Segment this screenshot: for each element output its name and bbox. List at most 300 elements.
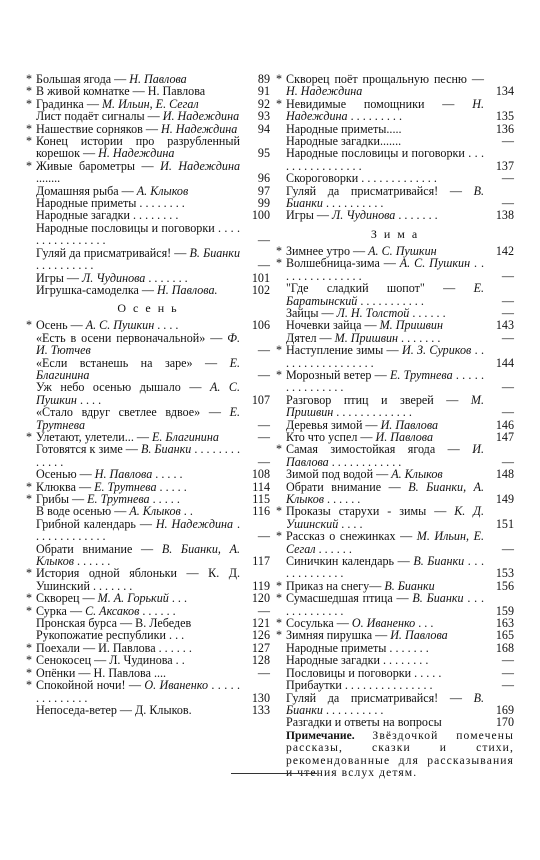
entry-title: «Стало вдруг светлее вдвое» —: [36, 405, 230, 420]
entry-author: Е. Трутнева: [94, 479, 157, 494]
toc-right-entries: [276, 73, 514, 729]
page-number: —: [501, 330, 514, 345]
toc-entry: [26, 160, 270, 185]
entry-author: М. А. Горький: [97, 591, 169, 606]
toc-entry: [276, 716, 514, 728]
entry-author: Н. Павлова: [129, 72, 187, 86]
entry-leader: . . . . . . . . . . . . . . .: [286, 256, 485, 283]
entry-title: Обрати внимание —: [36, 541, 162, 556]
entry-leader: . . . . . . . . . . . . .: [333, 405, 412, 420]
entry-title: Домашняя рыба —: [36, 183, 137, 198]
page-number: 143: [495, 318, 514, 333]
footnote-label: Примечание.: [286, 728, 355, 742]
entry-text: [276, 394, 484, 419]
entry-author: А. Клыков: [129, 504, 181, 519]
page-number: 170: [495, 715, 514, 730]
entry-author: А. С. Пушкин: [85, 318, 155, 333]
entry-text: [276, 209, 484, 221]
entry-author: М. Пришвин: [379, 318, 443, 333]
entry-author: М. Пришвин: [334, 330, 399, 345]
entry-author: Л. Н. Толстой: [336, 305, 410, 320]
page-number: —: [501, 678, 514, 693]
star-marker: *: [276, 442, 283, 457]
entry-author: Е. Благинина: [152, 429, 219, 444]
entry-title: Грибной календарь —: [36, 516, 156, 531]
entry-text: [26, 247, 240, 272]
entry-title: Спокойной ночи! —: [36, 678, 145, 693]
page-number: 96: [257, 171, 270, 186]
page-number: 126: [251, 628, 270, 643]
star-marker: *: [276, 72, 283, 86]
page-number: 144: [495, 355, 514, 370]
entry-leader: . . .: [168, 591, 187, 606]
star-marker: *: [276, 529, 283, 544]
entry-author: Е. Баратынский: [286, 281, 484, 308]
toc-entry: [26, 332, 270, 357]
page-number: 149: [495, 492, 514, 506]
entry-author: В. Бианки: [384, 578, 435, 593]
page-number: 147: [495, 429, 514, 444]
entry-title: Нашествие сорняков —: [36, 121, 161, 136]
toc-entry: [276, 73, 514, 98]
star-marker: *: [26, 72, 33, 86]
entry-author: М. Ильин, Е. Сегал: [101, 96, 199, 111]
entry-title: Осенью —: [36, 467, 95, 482]
entry-text: [276, 592, 484, 617]
entry-title: Рукопожатие республики . . .: [36, 628, 185, 643]
page-number: —: [257, 367, 270, 382]
entry-author: И. Надеждина: [162, 109, 240, 124]
entry-title: Непоседа-ветер — Д. Клыков.: [36, 702, 192, 717]
entry-title: В живой комнатке — Н. Павлова: [36, 84, 206, 99]
entry-title: Игры —: [36, 270, 83, 285]
entry-title: Скороговорки . . . . . . . . . . . . .: [286, 171, 437, 186]
entry-leader: . . . .: [154, 318, 179, 333]
entry-author: Е. Благинина: [36, 355, 240, 382]
page-number: —: [257, 454, 270, 469]
entry-author: И. З. Суриков: [401, 343, 472, 358]
entry-author: О. Иваненко: [144, 678, 209, 693]
entry-text: [26, 160, 240, 185]
star-marker: *: [26, 492, 33, 506]
toc-entry: [26, 543, 270, 568]
page-number: 121: [251, 616, 270, 631]
page-number: 117: [252, 554, 270, 569]
star-marker: *: [26, 479, 33, 494]
page-number: —: [257, 233, 270, 248]
entry-title: Деревья зимой —: [286, 417, 381, 432]
entry-title: Гуляй да присматривайся! —: [36, 245, 190, 260]
entry-leader: . . . . . .: [324, 492, 361, 506]
page-number: 91: [257, 84, 270, 99]
entry-title: Народные приметы.....: [286, 121, 402, 136]
entry-author: Л. Чудинова: [332, 208, 396, 223]
page-number: 169: [495, 702, 514, 717]
entry-leader: . . . . . .: [74, 554, 111, 569]
entry-title: Градинка —: [36, 96, 102, 111]
page-number: 138: [495, 208, 514, 223]
entry-title: Улетают, улетели... —: [36, 429, 152, 444]
entry-author: О. Иваненко: [351, 616, 416, 631]
entry-text: [26, 543, 240, 568]
entry-leader: . . . . . . . . . . .: [357, 293, 424, 308]
entry-title: История одной яблоньки — К. Д. Ушинский . . . . . . .: [36, 566, 240, 593]
page-number: 137: [495, 158, 514, 173]
entry-leader: . . . . . . . . . . . . . .: [36, 678, 241, 705]
entry-author: А. С. Пушкин: [399, 256, 471, 271]
page-number: 107: [251, 392, 270, 407]
entry-author: Н. Павлова.: [157, 282, 218, 297]
entry-author: Н. Надеждина: [286, 84, 363, 99]
star-marker: *: [276, 504, 283, 519]
entry-title: Морозный ветер —: [286, 367, 390, 382]
page-number: —: [501, 305, 514, 320]
entry-title: Зимой под водой —: [286, 467, 392, 482]
page-number: 165: [495, 628, 514, 643]
entry-text: [26, 679, 240, 704]
toc-entry: [276, 692, 514, 717]
entry-author: Н. Надеждина: [98, 146, 175, 161]
toc-right-column: [276, 73, 514, 779]
entry-title: Приказ на снегу—: [286, 578, 385, 593]
toc-entry: [26, 679, 270, 704]
toc-entry: [276, 369, 514, 394]
page-number: 120: [251, 591, 270, 606]
entry-title: Готовятся к зиме —: [36, 442, 141, 457]
entry-text: [276, 716, 484, 728]
entry-leader: . . . . . .: [315, 541, 352, 556]
entry-leader: . . . . .: [152, 467, 183, 482]
entry-title: Клюква —: [36, 479, 95, 494]
entry-author: И. Надеждина: [160, 158, 240, 173]
star-marker: *: [276, 343, 283, 358]
entry-leader: . . . . . . . . . . . . .: [286, 554, 485, 581]
toc-entry: [26, 222, 270, 247]
entry-title: Народные пословицы и поговорки . . . . . . . . . . . . . . . .: [36, 220, 240, 248]
entry-title: Грибы —: [36, 492, 88, 506]
entry-text: [276, 73, 484, 98]
entry-author: Н. Павлова: [94, 467, 153, 482]
entry-text: [276, 505, 484, 530]
entry-text: [276, 257, 484, 282]
entry-leader: . . . . . .: [139, 603, 176, 618]
page-number: —: [501, 134, 514, 149]
page-number: 102: [251, 282, 270, 297]
page-number: 119: [252, 578, 270, 593]
entry-author: В. Бианки: [286, 183, 484, 211]
entry-text: [276, 481, 484, 506]
entry-text: [26, 704, 240, 716]
page-number: 100: [251, 208, 270, 223]
page-number: 134: [495, 84, 514, 99]
entry-text: [26, 357, 240, 382]
toc-entry: [276, 443, 514, 468]
page-number: —: [257, 603, 270, 618]
entry-title: Народные пословицы и поговорки . . . . . . . . . . . . . . . .: [286, 146, 484, 173]
entry-author: А. С. Пушкин: [368, 243, 437, 258]
page-number: 148: [495, 467, 514, 482]
page-number: —: [501, 196, 514, 211]
entry-title: Наступление зимы —: [286, 343, 402, 358]
page-number: —: [257, 429, 270, 444]
star-marker: *: [26, 84, 33, 99]
entry-author: В. Бианки: [412, 591, 464, 606]
entry-title: Народные приметы . . . . . . .: [286, 640, 429, 655]
entry-author: И. Павлова: [375, 429, 434, 444]
page-number: —: [257, 258, 270, 273]
footnote: [276, 730, 514, 780]
star-marker: *: [276, 256, 283, 271]
star-marker: *: [26, 134, 33, 149]
entry-author: А. Клыков: [391, 467, 443, 482]
toc-entry: [26, 284, 270, 296]
entry-title: Скворец поёт прощальную песню —: [286, 72, 484, 86]
star-marker: *: [26, 429, 33, 444]
entry-text: [276, 555, 484, 580]
page-number: —: [257, 529, 270, 544]
page-number: —: [501, 405, 514, 420]
page-number: 115: [252, 492, 270, 506]
entry-leader: . . . . . . . . . . . . .: [286, 591, 485, 618]
page-number: —: [501, 653, 514, 668]
entry-author: Н. Надеждина: [155, 516, 234, 531]
page-number: —: [501, 171, 514, 186]
entry-title: Прибаутки . . . . . . . . . . . . . . .: [286, 678, 433, 693]
entry-leader: . . . . . . . . . .: [322, 196, 384, 211]
page-number: 130: [251, 690, 270, 705]
toc-entry: [26, 406, 270, 431]
entry-title: Уж небо осенью дышало —: [36, 380, 210, 395]
page-number: —: [257, 417, 270, 432]
page-number: 106: [251, 318, 270, 333]
entry-title: Скворец —: [36, 591, 98, 606]
toc-entry: [276, 98, 514, 123]
entry-title: Осень —: [36, 318, 86, 333]
entry-author: В. Бианки: [413, 554, 465, 569]
entry-title: «Если встанешь на заре» —: [36, 355, 230, 370]
entry-title: Разговор птиц и зверей —: [286, 392, 471, 407]
star-marker: *: [26, 603, 33, 618]
entry-title: Сосулька —: [286, 616, 352, 631]
entry-author: В. Бианки, А. Клыков: [36, 541, 240, 569]
entry-title: Пронская бурса — В. Лебедев: [36, 616, 192, 631]
entry-leader: . . . . . . . . . .: [36, 258, 94, 273]
entry-author: И. Павлова: [390, 628, 448, 643]
entry-leader: ........: [36, 171, 61, 186]
entry-title: Самая зимостойкая ягода —: [286, 442, 473, 457]
entry-text: [276, 147, 484, 172]
entry-author: К. Д. Ушинский: [286, 504, 484, 531]
star-marker: *: [26, 96, 33, 111]
entry-text: [26, 567, 240, 592]
toc-entry: [26, 443, 270, 468]
entry-leader: . . . . . . .: [398, 330, 441, 345]
page-number: 163: [495, 616, 514, 631]
page-number: —: [257, 343, 270, 358]
entry-author: Е. Трутнева: [389, 367, 453, 382]
entry-title: Игры —: [286, 208, 333, 223]
page-number: 99: [257, 196, 270, 211]
entry-author: М. Ильин, Е. Сегал: [286, 529, 484, 556]
entry-title: Живые барометры —: [36, 158, 161, 173]
entry-author: И. Павлова: [286, 442, 484, 469]
entry-title: Сенокосец — Л. Чудинова . .: [36, 653, 185, 668]
entry-title: Конец истории про разрубленный корешок —: [36, 134, 240, 161]
toc-left-column: [26, 73, 270, 716]
entry-title: Опёнки — Н. Павлова ....: [36, 665, 167, 680]
toc-entry: [276, 481, 514, 506]
page-number: —: [501, 541, 514, 556]
toc-entry: [276, 209, 514, 221]
entry-text: [26, 381, 240, 406]
toc-entry: [26, 357, 270, 382]
entry-title: Большая ягода —: [36, 72, 130, 86]
entry-author: В. Бианки: [189, 245, 240, 260]
entry-title: Зимнее утро —: [286, 243, 369, 258]
entry-text: [26, 518, 240, 543]
page-number: 114: [252, 479, 270, 494]
entry-leader: . . . .: [76, 392, 102, 407]
entry-text: [276, 282, 484, 307]
page-number: 95: [257, 146, 270, 161]
entry-leader: . . . . . . . . . . . . . . . . .: [286, 343, 484, 370]
star-marker: *: [26, 665, 33, 680]
entry-text: [26, 284, 240, 296]
entry-author: М. Пришвин: [286, 392, 484, 420]
star-marker: *: [26, 158, 33, 173]
entry-leader: . . . . . . . . . . . . .: [36, 442, 240, 469]
page-number: 146: [495, 417, 514, 432]
page-number: —: [501, 380, 514, 395]
entry-text: [26, 443, 240, 468]
entry-author: В. Бианки, А. Клыков: [286, 479, 484, 506]
entry-title: Зимняя пирушка —: [286, 628, 391, 643]
entry-title: Народные загадки . . . . . . . .: [286, 653, 429, 668]
entry-title: Проказы старухи - зимы —: [286, 504, 455, 519]
page-number: —: [257, 665, 270, 680]
star-marker: *: [276, 367, 283, 382]
toc-entry: [276, 592, 514, 617]
toc-entry: [276, 147, 514, 172]
page-number: 93: [257, 109, 270, 124]
page-number: 133: [251, 702, 270, 717]
entry-author: А. С. Пушкин: [36, 380, 240, 407]
star-marker: *: [26, 318, 33, 333]
footnote-text: Звёздочкой помечены рассказы, сказки и стихи, рекомендованные для рассказывания и чтения вслух детям.: [286, 728, 514, 779]
star-marker: *: [26, 566, 33, 581]
toc-entry: [276, 530, 514, 555]
entry-title: Невидимые помощники —: [286, 96, 473, 111]
page-number: 136: [495, 121, 514, 136]
entry-title: Разгадки и ответы на вопросы: [286, 715, 442, 730]
entry-title: Лист подаёт сигналы —: [36, 109, 163, 124]
page-number: 116: [252, 504, 270, 519]
star-marker: *: [26, 121, 33, 136]
entry-author: И. Павлова: [380, 417, 439, 432]
entry-title: Обрати внимание —: [286, 479, 409, 494]
entry-text: [276, 443, 484, 468]
page-number: 94: [257, 121, 270, 136]
entry-text: [276, 185, 484, 210]
entry-title: Игрушка-самоделка —: [36, 282, 158, 297]
star-marker: *: [276, 243, 283, 258]
entry-leader: . . . . .: [149, 492, 180, 506]
toc-entry: [26, 518, 270, 543]
page-number: 168: [495, 640, 514, 655]
page-number: 153: [495, 566, 514, 581]
star-marker: *: [26, 591, 33, 606]
entry-leader: . . . . . . .: [145, 270, 188, 285]
page-number: 142: [495, 243, 514, 258]
entry-leader: . . . .: [338, 516, 363, 531]
toc-entry: [276, 282, 514, 307]
entry-author: Ф. И. Тютчев: [36, 330, 240, 358]
page-number: —: [501, 293, 514, 308]
entry-author: Е. Трутнева: [36, 405, 240, 432]
entry-title: Народные приметы . . . . . . . .: [36, 196, 185, 211]
star-marker: *: [276, 616, 283, 631]
entry-title: «Есть в осени первоначальной» —: [36, 330, 228, 345]
entry-title: Народные загадки . . . . . . . .: [36, 208, 179, 223]
page-number: 135: [495, 109, 514, 124]
entry-title: Пословицы и поговорки . . . . .: [286, 665, 442, 680]
star-marker: *: [276, 96, 283, 111]
entry-text: [276, 692, 484, 717]
toc-entry: [26, 135, 270, 160]
star-marker: *: [276, 578, 283, 593]
entry-leader: . . . . . . . . . .: [322, 702, 384, 717]
entry-text: [26, 135, 240, 160]
entry-leader: . . . . . . . . . . . .: [328, 454, 402, 469]
toc-entry: [276, 555, 514, 580]
entry-text: [276, 369, 484, 394]
star-marker: *: [276, 591, 283, 606]
page-number: 101: [251, 270, 270, 285]
page-number: 151: [495, 516, 514, 531]
star-marker: *: [276, 628, 283, 643]
entry-author: С. Аксаков: [85, 603, 140, 618]
entry-text: [26, 332, 240, 357]
page-number: 89: [257, 72, 270, 86]
toc-entry: [276, 257, 514, 282]
entry-title: Рассказ о снежинках —: [286, 529, 417, 544]
entry-leader: . . . . .: [156, 479, 187, 494]
toc-entry: [276, 394, 514, 419]
entry-title: Дятел —: [286, 330, 335, 345]
page-number: 159: [495, 603, 514, 618]
entry-title: Ночевки зайца —: [286, 318, 380, 333]
entry-title: Кто что успел —: [286, 429, 376, 444]
entry-leader: . . . . . . .: [395, 208, 438, 223]
entry-author: Л. Чудинова: [82, 270, 146, 285]
star-marker: *: [26, 678, 33, 693]
entry-title: Сурка —: [36, 603, 86, 618]
entry-text: [276, 530, 484, 555]
page-number: 97: [257, 183, 270, 198]
toc-entry: [276, 185, 514, 210]
page-number: —: [501, 665, 514, 680]
entry-title: "Где сладкий шопот" —: [286, 281, 474, 296]
toc-entry: [26, 704, 270, 716]
toc-entry: [26, 567, 270, 592]
entry-title: Народные загадки.......: [286, 134, 402, 149]
entry-title: В воде осенью —: [36, 504, 130, 519]
page-number: 128: [251, 653, 270, 668]
toc-entry: [26, 381, 270, 406]
entry-leader: . .: [180, 504, 193, 519]
star-marker: *: [26, 653, 33, 668]
page-number: 108: [251, 467, 270, 482]
